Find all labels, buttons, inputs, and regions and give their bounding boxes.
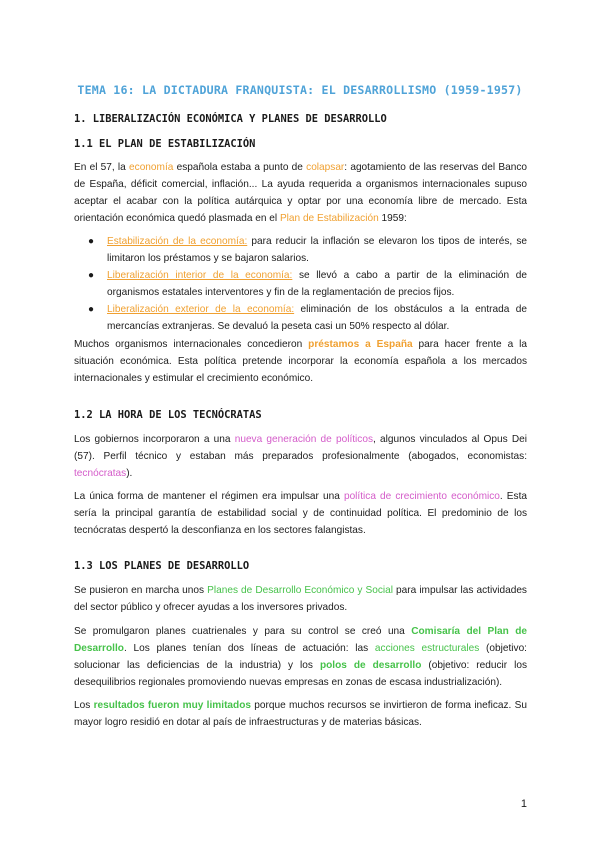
section-1-3-heading: 1.3 LOS PLANES DE DESARROLLO [74, 560, 250, 572]
tecnocratas-paragraph: Los gobiernos incorporaron a una nueva generación de políticos, algunos vinculados al Opus Dei (57). Perfil técnico y estaban más preparados profesionalmente (abogados, economistas: tecnócratas). [74, 434, 527, 479]
bullet-term: Liberalización interior de la economía: [107, 270, 293, 281]
highlight-resultados: resultados fueron muy limitados [93, 700, 251, 711]
highlight-colapsar: colapsar [306, 162, 345, 173]
highlight-plan-estabilizacion: Plan de Estabilización [279, 213, 379, 224]
bullet-icon: ● [88, 236, 95, 247]
highlight-tecnocratas: tecnócratas [74, 468, 127, 479]
crecimiento-paragraph: La única forma de mantener el régimen era impulsar una política de crecimiento económico. Esta sería la principal garantía de estabilidad social y de continuidad política. El predominio de los tecnócratas despertó la desconfianza en los sectores falangistas. [74, 491, 527, 536]
section-1-heading: 1. LIBERALIZACIÓN ECONÓMICA Y PLANES DE DESARROLLO [74, 113, 387, 125]
bullet-term: Estabilización de la economía: [107, 236, 248, 247]
highlight-polos-desarrollo: polos de desarrollo [319, 660, 422, 671]
list-item: ● Liberalización exterior de la economía: eliminación de los obstáculos a la entrada de mercancías extranjeras. Se devaluó la peseta casi un 50% respecto al dólar. [74, 301, 527, 335]
highlight-planes-desarrollo: Planes de Desarrollo Económico y Social [207, 585, 393, 596]
measures-list [74, 233, 527, 335]
section-1-2-heading: 1.2 LA HORA DE LOS TECNÓCRATAS [74, 409, 262, 421]
highlight-nueva-generacion: nueva generación de políticos [234, 434, 374, 445]
document-title: TEMA 16: LA DICTADURA FRANQUISTA: EL DESARROLLISMO (1959-1957) [77, 83, 523, 97]
highlight-acciones-estructurales: acciones estructurales [374, 643, 480, 654]
list-item: ● Estabilización de la economía: para reducir la inflación se elevaron los tipos de interés, se limitaron los préstamos y se bajaron salarios. [74, 233, 527, 267]
section-1-1-heading: 1.1 EL PLAN DE ESTABILIZACIÓN [74, 138, 256, 150]
resultados-paragraph: Los resultados fueron muy limitados porque muchos recursos se invirtieron de forma ineficaz. Su mayor logro residió en dotar al país de infraestructuras y de materias básicas. [74, 700, 527, 728]
prestamos-paragraph: Muchos organismos internacionales concedieron préstamos a España para hacer frente a la situación económica. Esta política pretende incorporar la economía española a los mercados internacionales y estimular el crecimiento económico. [74, 339, 527, 384]
plan-estabilizacion-paragraph: En el 57, la economía española estaba a punto de colapsar: agotamiento de las reservas del Banco de España, déficit comercial, inflación... La ayuda requerida a organismos internacionales supuso aceptar el acabar con la política autárquica y optar por una economía libre de mercado. Esta orientación económica quedó plasmada en el Plan de Estabilización 1959: [74, 162, 527, 224]
highlight-prestamos: préstamos a España [308, 339, 413, 350]
planes-paragraph: Se pusieron en marcha unos Planes de Desarrollo Económico y Social para impulsar las actividades del sector público y ofrecer ayudas a los inversores privados. [74, 585, 527, 613]
comisaria-paragraph: Se promulgaron planes cuatrienales y para su control se creó una Comisaría del Plan de Desarrollo. Los planes tenían dos líneas de actuación: las acciones estructurales (objetivo: solucionar las deficiencias de la industria) y los polos de desarrollo (objetivo: reducir los desequilibrios regionales promoviendo nuevas empresas en zonas de escasa industrialización). [74, 626, 527, 688]
bullet-icon: ● [88, 304, 95, 315]
highlight-comisaria: Comisaría del Plan de Desarrollo [74, 626, 527, 654]
page-number: 1 [520, 798, 527, 810]
highlight-politica-crecimiento: política de crecimiento económico [343, 491, 500, 502]
highlight-economia: economía [129, 162, 174, 173]
list-item: ● Liberalización interior de la economía: se llevó a cabo a partir de la eliminación de organismos estatales interventores y fin de la reglamentación de precios fijos. [74, 267, 527, 301]
bullet-icon: ● [88, 270, 95, 281]
bullet-term: Liberalización exterior de la economía: [107, 304, 295, 315]
